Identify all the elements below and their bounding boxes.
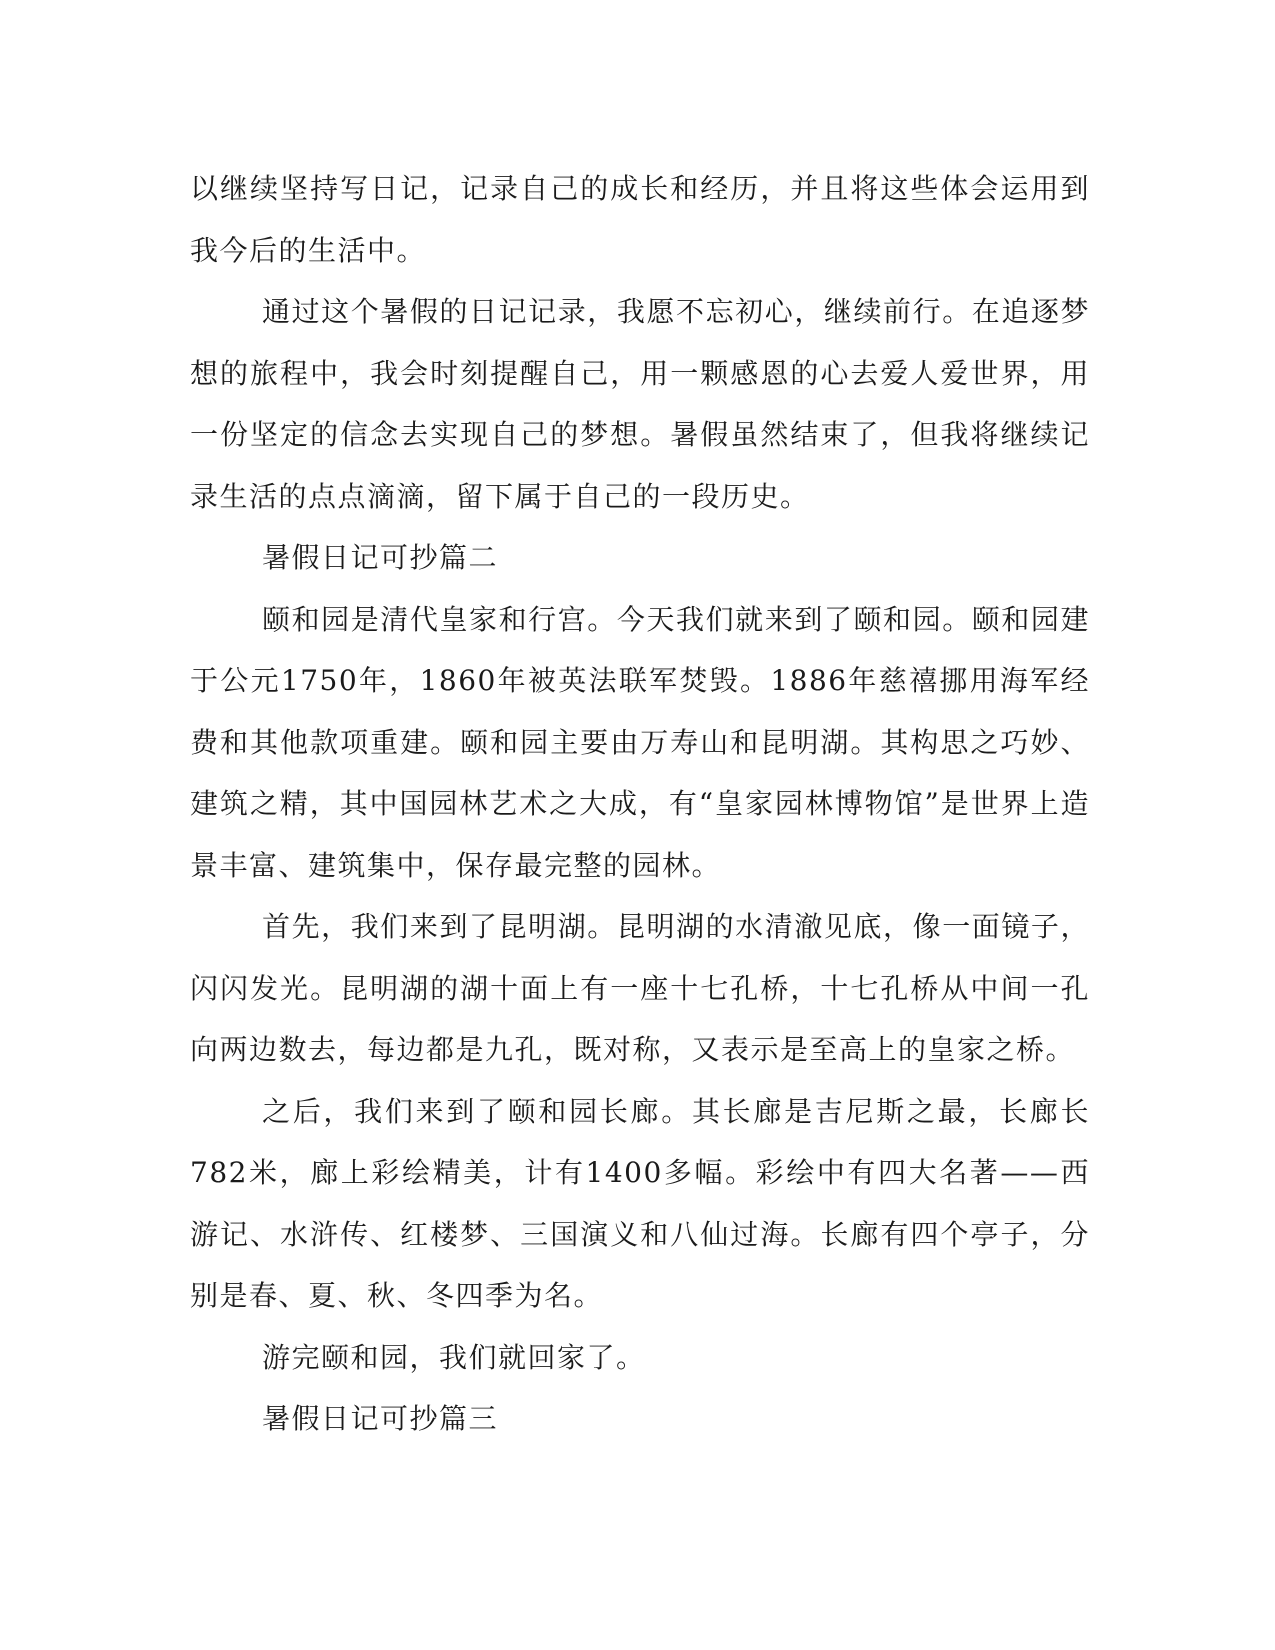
paragraph-going-home: 游完颐和园，我们就回家了。 <box>262 1340 646 1374</box>
paragraph-continuation: 以继续坚持写日记，记录自己的成长和经历，并且将这些体会运用到我今后的生活中。 <box>190 172 1090 267</box>
document-body <box>190 158 1090 1450</box>
paragraph-reflection: 通过这个暑假的日记记录，我愿不忘初心，继续前行。在追逐梦想的旅程中，我会时刻提醒自己，用一颗感恩的心去爱人爱世界，用一份坚定的信念去实现自己的梦想。暑假虽然结束了，但我将继续记录生活的点点滴滴，留下属于自己的一段历史。 <box>190 295 1090 513</box>
paragraph-long-corridor: 之后，我们来到了颐和园长廊。其长廊是吉尼斯之最，长廊长782米，廊上彩绘精美，计有1400多幅。彩绘中有四大名著——西游记、水浒传、红楼梦、三国演义和八仙过海。长廊有四个亭子，分别是春、夏、秋、冬四季为名。 <box>190 1094 1090 1312</box>
paragraph-kunming-lake: 首先，我们来到了昆明湖。昆明湖的水清澈见底，像一面镜子，闪闪发光。昆明湖的湖十面上有一座十七孔桥，十七孔桥从中间一孔向两边数去，每边都是九孔，既对称，又表示是至高上的皇家之桥。 <box>190 910 1090 1066</box>
section-heading-part-two: 暑假日记可抄篇二 <box>262 541 499 574</box>
section-heading-part-three: 暑假日记可抄篇三 <box>262 1402 499 1435</box>
paragraph-summer-palace-intro: 颐和园是清代皇家和行宫。今天我们就来到了颐和园。颐和园建于公元1750年，1860年被英法联军焚毁。1886年慈禧挪用海军经费和其他款项重建。颐和园主要由万寿山和昆明湖。其构思之巧妙、建筑之精，其中国园林艺术之大成，有“皇家园林博物馆”是世界上造景丰富、建筑集中，保存最完整的园林。 <box>190 602 1090 882</box>
